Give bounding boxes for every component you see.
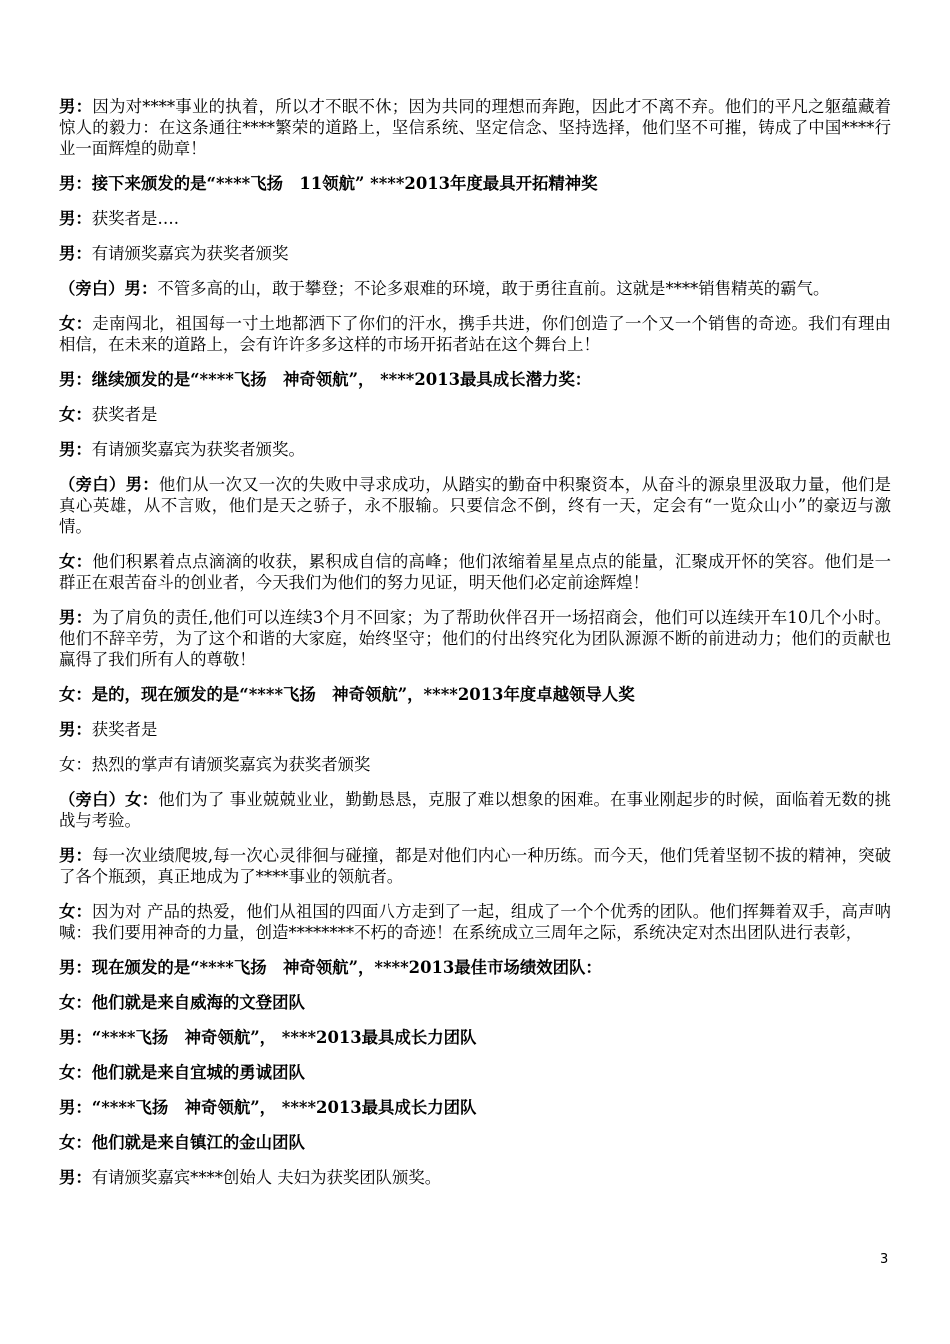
- script-line: [59, 684, 891, 705]
- script-line: [59, 439, 891, 460]
- speaker-label: 男：: [59, 244, 92, 263]
- speaker-label: 男：: [59, 1098, 92, 1117]
- speaker-label: 男：: [59, 440, 92, 459]
- script-line: [59, 1027, 891, 1048]
- line-text: 他们就是来自镇江的金山团队: [91, 1133, 305, 1152]
- line-text: 获奖者是: [91, 405, 158, 424]
- speaker-label: 男：: [59, 1028, 92, 1047]
- speaker-label: 女：: [59, 685, 92, 704]
- script-line: [59, 313, 891, 355]
- script-line: [59, 607, 891, 670]
- speaker-label: （旁白）男：: [59, 279, 158, 298]
- speaker-label: 女：: [59, 755, 92, 774]
- script-line: [59, 1062, 891, 1083]
- line-text: 获奖者是….: [91, 209, 179, 228]
- speaker-label: 男：: [59, 720, 92, 739]
- line-text: 为了肩负的责任,他们可以连续3个月不回家；为了帮助伙伴召开一场招商会，他们可以连续开车10几个小时。他们不辞辛劳，为了这个和谐的大家庭，始终坚守；他们的付出终究化为团队源源不断的前进动力；他们的贡献也赢得了我们所有人的尊敬！: [59, 608, 892, 669]
- script-line: [59, 1132, 891, 1153]
- speaker-label: 男：: [59, 174, 92, 193]
- speaker-label: 男：: [59, 209, 92, 228]
- speaker-label: 女：: [59, 552, 93, 571]
- line-text: 是的，现在颁发的是“****飞扬 神奇领航”，****2013年度卓越领导人奖: [91, 685, 635, 704]
- line-text: 现在颁发的是“****飞扬 神奇领航”，****2013最佳市场绩效团队：: [91, 958, 602, 977]
- speaker-label: 女：: [59, 405, 92, 424]
- script-line: [59, 173, 891, 194]
- speaker-label: 男：: [59, 958, 92, 977]
- script-line: [59, 551, 891, 593]
- speaker-label: （旁白）男：: [59, 475, 159, 494]
- speaker-label: 女：: [59, 902, 93, 921]
- line-text: 因为对****事业的执着，所以才不眠不休；因为共同的理想而奔跑，因此才不离不弃。他们的平凡之躯蕴藏着惊人的毅力：在这条通往****繁荣的道路上，坚信系统、坚定信念、坚持选择，他们坚不可摧，铸成了中国****行业一面辉煌的勋章！: [59, 97, 892, 158]
- script-line: [59, 404, 891, 425]
- script-line: [59, 845, 891, 887]
- line-text: 他们就是来自宜城的勇诚团队: [91, 1063, 305, 1082]
- script-line: [59, 901, 891, 943]
- line-text: 继续颁发的是“****飞扬 神奇领航”， ****2013最具成长潜力奖：: [91, 370, 592, 389]
- line-text: 他们为了 事业兢兢业业，勤勤恳恳，克服了难以想象的困难。在事业刚起步的时候，面临着无数的挑战与考验。: [59, 790, 891, 830]
- script-line: [59, 1167, 891, 1188]
- line-text: 因为对 产品的热爱，他们从祖国的四面八方走到了一起，组成了一个个优秀的团队。他们挥舞着双手，高声呐喊：我们要用神奇的力量，创造********不朽的奇迹！在系统成立三周年之际，系统决定对杰出团队进行表彰，: [59, 902, 891, 942]
- line-text: 他们从一次又一次的失败中寻求成功，从踏实的勤奋中积聚资本，从奋斗的源泉里汲取力量，他们是真心英雄，从不言败，他们是天之骄子，永不服输。只要信念不倒，终有一天，定会有“一览众山小”的豪迈与激情。: [59, 475, 892, 536]
- speaker-label: 女：: [59, 1133, 92, 1152]
- script-line: [59, 278, 891, 299]
- line-text: 有请颁奖嘉宾****创始人 夫妇为获奖团队颁奖。: [91, 1168, 442, 1187]
- line-text: 有请颁奖嘉宾为获奖者颁奖。: [91, 440, 305, 459]
- script-line: [59, 992, 891, 1013]
- line-text: 他们就是来自威海的文登团队: [91, 993, 305, 1012]
- line-text: 热烈的掌声有请颁奖嘉宾为获奖者颁奖: [91, 755, 371, 774]
- script-line: [59, 96, 891, 159]
- line-text: 有请颁奖嘉宾为获奖者颁奖: [91, 244, 289, 263]
- script-line: [59, 243, 891, 264]
- script-line: [59, 1097, 891, 1118]
- line-text: 获奖者是: [91, 720, 158, 739]
- line-text: 不管多高的山，敢于攀登；不论多艰难的环境，敢于勇往直前。这就是****销售精英的霸气。: [157, 279, 830, 298]
- speaker-label: 女：: [59, 314, 93, 333]
- script-line: [59, 789, 891, 831]
- script-line: [59, 369, 891, 390]
- script-line: [59, 754, 891, 775]
- speaker-label: 男：: [59, 608, 93, 627]
- script-line: [59, 957, 891, 978]
- script-line: [59, 719, 891, 740]
- page-number: 3: [880, 1252, 889, 1267]
- script-line: [59, 208, 891, 229]
- speaker-label: 男：: [59, 846, 93, 865]
- line-text: 他们积累着点点滴滴的收获，累积成自信的高峰；他们浓缩着星星点点的能量，汇聚成开怀的笑容。他们是一群正在艰苦奋斗的创业者，今天我们为他们的努力见证，明天他们必定前途辉煌！: [59, 552, 892, 592]
- speaker-label: 男：: [59, 1168, 92, 1187]
- speaker-label: 女：: [59, 993, 92, 1012]
- script-line: [59, 474, 891, 537]
- line-text: 走南闯北，祖国每一寸土地都洒下了你们的汗水，携手共进，你们创造了一个又一个销售的奇迹。我们有理由相信，在未来的道路上，会有许许多多这样的市场开拓者站在这个舞台上！: [59, 314, 892, 354]
- line-text: 每一次业绩爬坡,每一次心灵徘徊与碰撞，都是对他们内心一种历练。而今天，他们凭着坚韧不拔的精神，突破了各个瓶颈，真正地成为了****事业的领航者。: [59, 846, 891, 886]
- speaker-label: 女：: [59, 1063, 92, 1082]
- document-body: [59, 96, 891, 1202]
- speaker-label: 男：: [59, 370, 92, 389]
- speaker-label: 男：: [59, 97, 93, 116]
- line-text: 接下来颁发的是“****飞扬 11领航” ****2013年度最具开拓精神奖: [91, 174, 598, 193]
- line-text: “****飞扬 神奇领航”， ****2013最具成长力团队: [91, 1098, 477, 1117]
- line-text: “****飞扬 神奇领航”， ****2013最具成长力团队: [91, 1028, 477, 1047]
- speaker-label: （旁白）女：: [59, 790, 159, 809]
